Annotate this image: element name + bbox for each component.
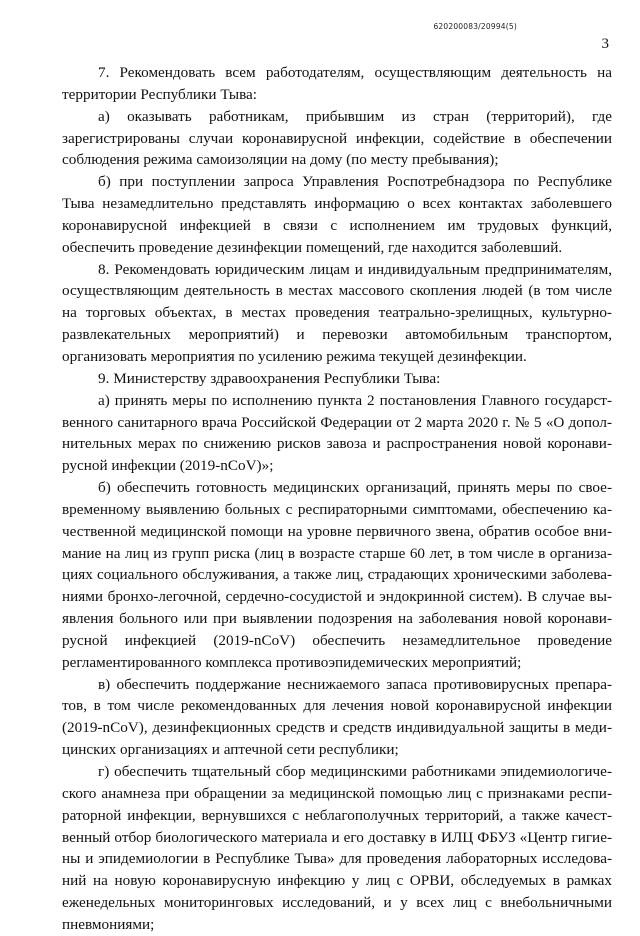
paragraph-9: 9. Министерству здравоохранения Республики Тыва: bbox=[98, 369, 441, 387]
paragraph-7a: а) оказывать работникам, прибывшим из стран (территорий), где зарегистрированы случаи коронавирусной инфекции, содействие в обеспечении соблюдения режима самоизоляции на дому (по месту пребывания); bbox=[62, 107, 612, 169]
paragraph-8: 8. Рекомендовать юридическим лицам и индивидуальным предпринимателям, осуществляющим деятельность в местах массового скопления людей (в том числе на торговых объектах, в местах проведения театрально-зрелищных, культурно-развлекательных мероприятий) и перевозки автомобильным транспортом, организовать мероприятия по усилению режима текущей дезинфекции. bbox=[62, 260, 612, 365]
paragraph-9b: б) обеспечить готовность медицинских организаций, принять меры по своевременному выявлению больных с респираторными симптомами, обеспечению качественной медицинской помощи на уровне первичного звена, обратив особое внимание на лиц из групп риска (лиц в возрасте старше 60 лет, в том числе в организациях социального обслуживания, а также лиц, страдающих хроническими заболеваниями бронхо-легочной, сердечно-сосудистой и эндокринной систем). В случае выявления больного или при выявлении подозрения на заболевания новой коронавирусной инфекцией (2019-nCoV) обеспечить незамедлительное проведение регламентированного комплекса противоэпидемических мероприятий; bbox=[62, 479, 612, 671]
paragraph-9a: а) принять меры по исполнению пункта 2 постановления Главного государственного санитарного врача Российской Федерации от 2 марта 2020 г. № 5 «О дополнительных мерах по снижению рисков завоза и распространения новой коронавирусной инфекции (2019-nCoV)»; bbox=[62, 391, 612, 475]
paragraph-7b: б) при поступлении запроса Управления Роспотребнадзора по Республике Тыва незамедлительно представлять информацию о всех контактах заболевшего коронавирусной инфекцией в связи с исполнением им трудовых функций, обеспечить проведение дезинфекции помещений, где находится заболевший. bbox=[62, 173, 612, 256]
document-body bbox=[62, 62, 612, 936]
paragraph-9g: г) обеспечить тщательный сбор медицинскими работниками эпидемиологического анамнеза при обращении за медицинской помощью лиц с признаками респираторной инфекции, вернувшихся с неблагополучных территорий, а также качественный отбор биологического материала и его доставку в ИЛЦ ФБУЗ «Центр гигиены и эпидемиологии в Республике Тыва» для проведения лабораторных исследований на новую коронавирусную инфекцию у лиц с ОРВИ, обследуемых в рамках еженедельных мониторинговых исследований, и у всех лиц с внебольничными пневмониями; bbox=[62, 763, 612, 933]
paragraph-9v: в) обеспечить поддержание неснижаемого запаса противовирусных препаратов, в том числе рекомендованных для лечения новой коронавирусной инфекции (2019-nCoV), дезинфекционных средств и средств индивидуальной защиты в медицинских организациях и аптечной сети республики; bbox=[62, 675, 612, 759]
page-number: 3 bbox=[601, 36, 609, 52]
document-number: 620200083/20994(5) bbox=[433, 22, 517, 31]
paragraph-7: 7. Рекомендовать всем работодателям, осуществляющим деятельность на территории Республики Тыва: bbox=[62, 64, 612, 103]
